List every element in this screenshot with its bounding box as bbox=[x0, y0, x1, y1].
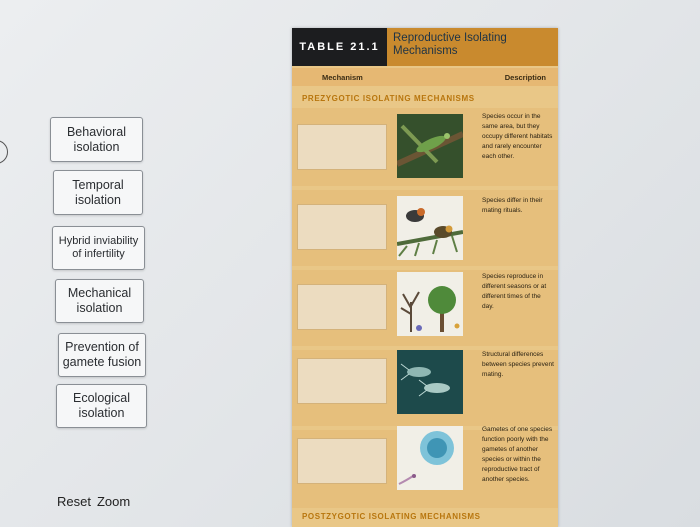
drop-target-4[interactable] bbox=[297, 358, 387, 404]
column-description: Description bbox=[504, 73, 546, 82]
column-headers bbox=[292, 68, 558, 86]
prezygotic-heading: PREZYGOTIC ISOLATING MECHANISMS bbox=[302, 94, 475, 103]
row-description: Species reproduce in different seasons or at different times of the day. bbox=[482, 273, 547, 311]
column-mechanism: Mechanism bbox=[322, 73, 363, 82]
zoom-controls bbox=[57, 494, 136, 509]
drop-target-1[interactable] bbox=[297, 124, 387, 170]
egg-and-sperm-illustration bbox=[397, 426, 463, 490]
row-description: Species occur in the same area, but they occupy different habitats and rarely encounter each other. bbox=[482, 113, 553, 161]
trees-illustration bbox=[397, 272, 463, 336]
label-card-gamete-fusion[interactable]: Prevention of gamete fusion bbox=[58, 333, 146, 377]
reset-button[interactable]: Reset bbox=[57, 494, 91, 509]
row-description: Gametes of one species function poorly with the gametes of another species or within the reproductive tract of another species. bbox=[482, 426, 553, 484]
lizard-illustration bbox=[397, 114, 463, 178]
drop-target-3[interactable] bbox=[297, 284, 387, 330]
table-21-1 bbox=[292, 28, 558, 527]
partial-control-icon bbox=[0, 140, 8, 164]
label-card-temporal[interactable]: Temporal isolation bbox=[53, 170, 143, 215]
table-number: TABLE 21.1 bbox=[292, 28, 387, 66]
label-card-behavioral[interactable]: Behavioral isolation bbox=[50, 117, 143, 162]
table-title: Reproductive Isolating Mechanisms bbox=[387, 28, 558, 66]
table-header bbox=[292, 28, 558, 66]
zoom-button[interactable]: Zoom bbox=[96, 494, 131, 509]
label-card-mechanical[interactable]: Mechanical isolation bbox=[55, 279, 144, 323]
drop-target-5[interactable] bbox=[297, 438, 387, 484]
row-description: Species differ in their mating rituals. bbox=[482, 197, 543, 215]
label-card-ecological[interactable]: Ecological isolation bbox=[56, 384, 147, 428]
drop-target-2[interactable] bbox=[297, 204, 387, 250]
label-card-hybrid-inviability[interactable]: Hybrid inviability of infertility bbox=[52, 226, 145, 270]
postzygotic-heading: POSTZYGOTIC ISOLATING MECHANISMS bbox=[302, 512, 481, 521]
aquatic-illustration bbox=[397, 350, 463, 414]
row-description: Structural differences between species prevent mating. bbox=[482, 351, 554, 379]
birds-illustration bbox=[397, 196, 463, 260]
